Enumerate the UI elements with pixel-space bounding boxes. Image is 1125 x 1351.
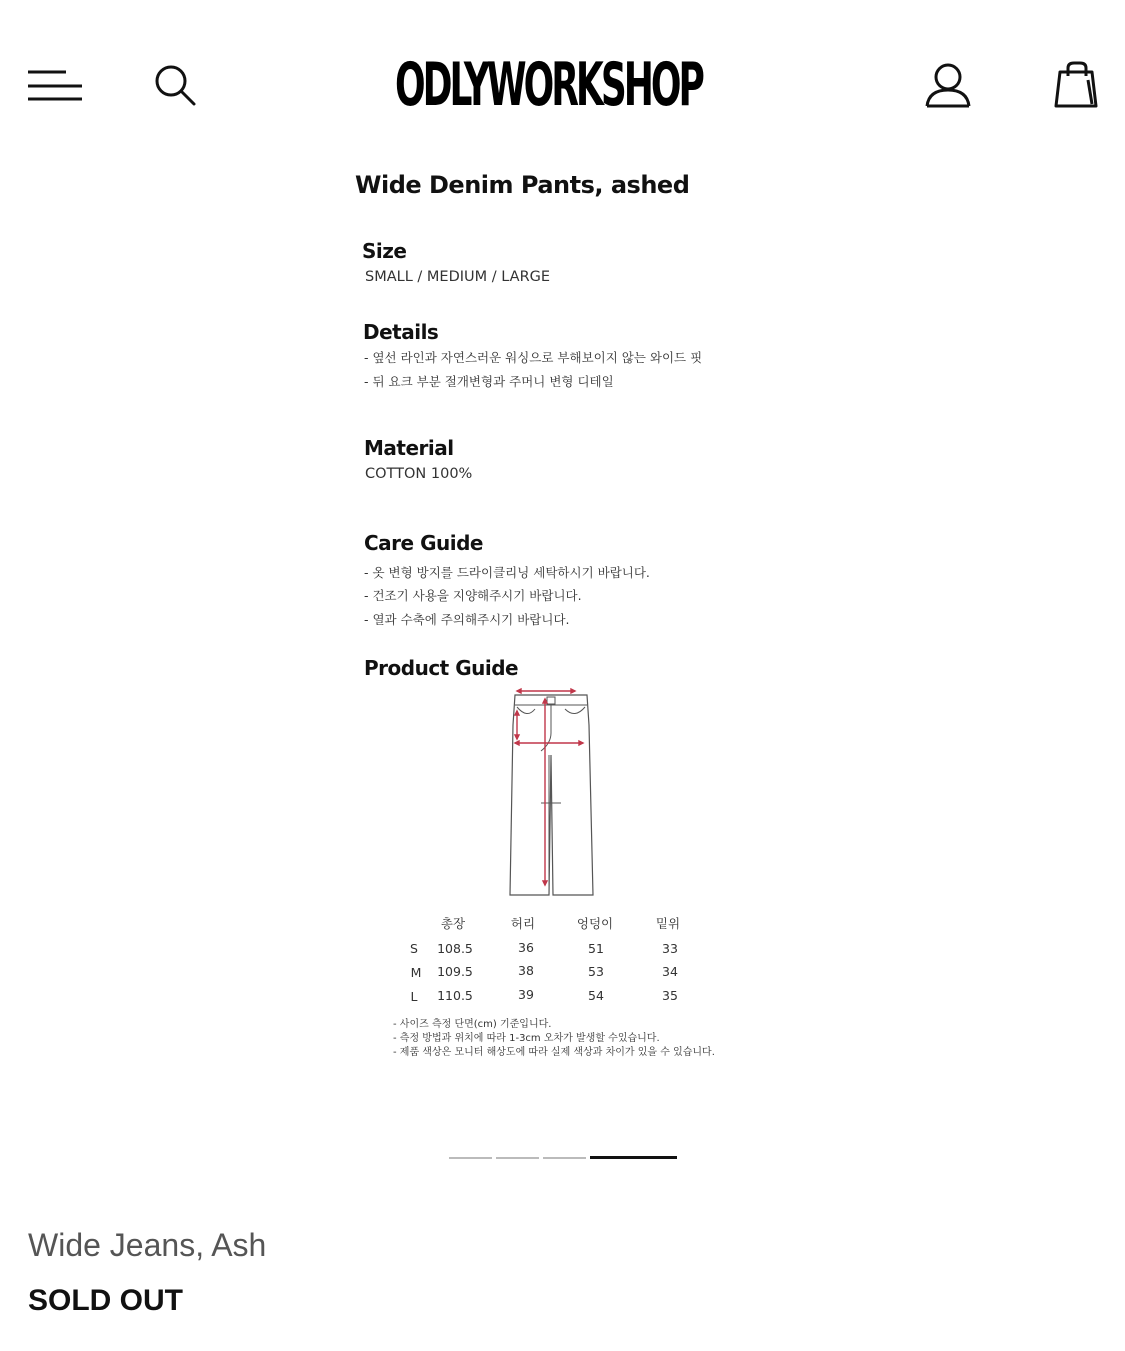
care-line: - 건조기 사용을 지양해주시기 바랍니다.: [364, 588, 582, 603]
table-cell: 108.5: [437, 941, 473, 956]
table-cell: 39: [518, 987, 534, 1002]
carousel-dot[interactable]: [543, 1157, 586, 1159]
care-line: - 열과 수축에 주의해주시기 바랍니다.: [364, 612, 570, 627]
search-icon[interactable]: [152, 62, 198, 108]
material-text: COTTON 100%: [365, 466, 473, 482]
size-text: SMALL / MEDIUM / LARGE: [365, 269, 551, 285]
carousel-dot[interactable]: [496, 1157, 539, 1159]
note-line: - 제품 색상은 모니터 해상도에 따라 실제 색상과 차이가 있을 수 있습니다.: [393, 1047, 715, 1058]
brand-logo[interactable]: ODLYWORKSHOP: [395, 50, 702, 120]
measurement-notes: [393, 1018, 715, 1060]
sheet-title: Wide Denim Pants, ashed: [355, 171, 690, 199]
table-cell: 53: [588, 964, 604, 979]
table-cell: 110.5: [437, 988, 473, 1003]
care-line: - 옷 변형 방지를 드라이클리닝 세탁하시기 바랍니다.: [364, 565, 650, 580]
table-row-size: M: [410, 965, 422, 980]
carousel-dot[interactable]: [449, 1157, 492, 1159]
table-cell: 54: [588, 988, 604, 1003]
stock-status: SOLD OUT: [28, 1284, 183, 1317]
product-name[interactable]: Wide Jeans, Ash: [28, 1227, 267, 1263]
table-cell: 33: [662, 941, 678, 956]
table-header: 밑위: [655, 916, 681, 931]
table-cell: 38: [518, 963, 534, 978]
note-line: - 사이즈 측정 단면(cm) 기준입니다.: [393, 1019, 552, 1030]
table-header: 허리: [510, 916, 536, 931]
care-heading: Care Guide: [364, 531, 483, 555]
table-cell: 109.5: [437, 964, 473, 979]
table-row-size: L: [410, 989, 418, 1004]
note-line: - 측정 방법과 위치에 따라 1-3cm 오차가 발생할 수있습니다.: [393, 1033, 660, 1044]
table-cell: 34: [662, 964, 678, 979]
shopping-bag-icon[interactable]: [1052, 60, 1102, 110]
table-cell: 51: [588, 941, 604, 956]
hamburger-menu-icon[interactable]: [26, 68, 84, 104]
table-header: 총장: [440, 916, 466, 931]
user-icon[interactable]: [923, 62, 973, 110]
details-line: - 옆선 라인과 자연스러운 워싱으로 부해보이지 않는 와이드 핏: [364, 350, 703, 365]
details-line: - 뒤 요크 부분 절개변형과 주머니 변형 디테일: [364, 374, 614, 389]
material-heading: Material: [364, 436, 454, 460]
table-cell: 36: [518, 940, 534, 955]
product-guide-heading: Product Guide: [364, 656, 519, 680]
table-header: 엉덩이: [576, 916, 614, 931]
size-heading: Size: [362, 239, 407, 263]
table-row-size: S: [410, 941, 418, 956]
table-cell: 35: [662, 988, 678, 1003]
details-heading: Details: [363, 320, 439, 344]
pants-measurement-diagram: [505, 685, 600, 900]
carousel-dot-active[interactable]: [590, 1156, 677, 1159]
